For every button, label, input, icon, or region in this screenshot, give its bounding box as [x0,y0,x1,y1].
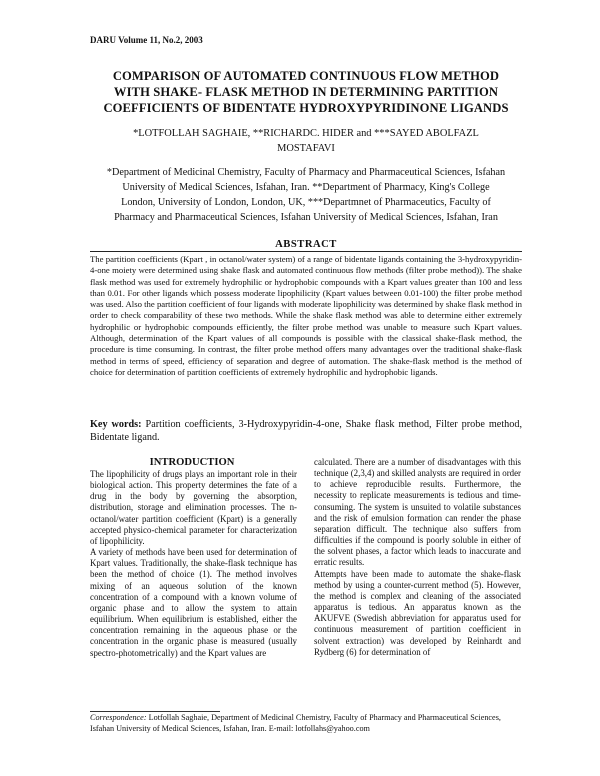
journal-header: DARU Volume 11, No.2, 2003 [90,35,203,45]
intro-paragraph: Attempts have been made to automate the shake-flask method by using a counter-current method (5). However, the method is complex and cleaning of the associated apparatus is tedious. An apparatus known as the AKUFVE (Swedish abbreviation for apparatus used for continuous measurement of partition coefficient in solvent extraction) was developed by Reinhardt and Rydberg (6) for determination of [314,568,521,657]
correspondence-footnote [90,713,522,734]
left-column [90,469,297,659]
keywords [90,419,522,444]
abstract-text: The partition coefficients (Kpart , in octanol/water system) of a range of bidentate ligands containing the 3-hydroxypyridin-4-one moiety were determined using shake flask and automated continuous flow methods (filter probe method)). The shake flask method was used for extremely hydrophilic or hydrophobic compounds with a Kpart values greater than 100 and less than 0.01. For other ligands which possess moderate lipophilicity (Kpart values between 0.01-100) the filter probe method was used. Also the partition coefficient of four ligands with moderate lipophilicity was determined by shake flask method in order to check comparability of these two methods. While the shake flask method was able to determine either extremely hydrophilic or hydrophobic compounds efficiently, the filter probe method was unable to measure such Kpart values. Although, determination of the Kpart values of all compounds is possible with the classical shake-flask method, the procedure is time consuming. In contrast, the filter probe method offers many advantages over the traditional shake-flask method in terms of speed, efficiency of separation and degree of automation. The shake-flask method is the method of choice for determination of partition coefficients of extremely hydrophilic and hydrophobic ligands. [90,254,522,377]
paper-title: COMPARISON OF AUTOMATED CONTINUOUS FLOW METHOD WITH SHAKE- FLASK METHOD IN DETERMINING PARTITION COEFFICIENTS OF BIDENTATE HYDROXYPYRIDINONE LIGANDS [103,69,509,115]
keywords-text: Partition coefficients, 3-Hydroxypyridin-4-one, Shake flask method, Filter probe method, Bidentate ligand. [90,419,522,443]
introduction-heading: INTRODUCTION [149,457,235,468]
authors: *LOTFOLLAH SAGHAIE, **RICHARDC. HIDER and ***SAYED ABOLFAZL MOSTAFAVI [133,128,479,154]
keywords-label: Key words: [90,419,142,430]
right-column [314,457,521,658]
intro-paragraph: A variety of methods have been used for determination of Kpart values. Traditionally, the shake-flask technique has been the method of choice (1). The method involves mixing of an aqueous solution of the known concentration of a compound with a known volume of organic phase and to allow the system to attain equilibrium. When equilibrium is established, either the concentration remaining in the aqueous phase or the concentration in the organic phase is measured (usually spectro-photometrically) and the Kpart values are [90,547,297,658]
intro-paragraph: calculated. There are a number of disadvantages with this technique (2,3,4) and skilled analysts are required in order to achieve reproducible results. Furthermore, the necessity to replicate measurements is tedious and time-consuming. The system is unsuited to volatile substances and the risk of emulsion formation can render the phase separation difficult. The technique also suffers from difficulties if the compound is poorly soluble in either of the solvent phases, a factor which leads to inaccurate and erratic results. [314,457,522,568]
footnote-label: Correspondence: [90,713,147,722]
abstract-heading: ABSTRACT [275,239,337,250]
affiliations: *Department of Medicinal Chemistry, Faculty of Pharmacy and Pharmaceutical Sciences, Isfahan University of Medical Sciences, Isfahan, Iran. **Department of Pharmacy, King's College London, University of London, London, UK, ***Departmnet of Pharmaceutics, Faculty of Pharmacy and Pharmaceutical Sciences, Isfahan University of Medical Sciences, Isfahan, Iran [106,167,506,223]
footnote-text: Lotfollah Saghaie, Department of Medicinal Chemistry, Faculty of Pharmacy and Pharmaceutical Sciences, Isfahan University of Medical Sciences, Isfahan, Iran. E-mail: lotfollahs@yahoo.com [90,713,501,733]
abstract-divider [90,251,522,252]
footnote-divider [90,711,220,712]
intro-paragraph: The lipophilicity of drugs plays an important role in their biological action. This property determines the fate of a drug in the body by governing the absorption, distribution, storage and elimination processes. The n-octanol/water partition coefficient (Kpart) is a generally accepted physico-chemical parameter for characterization of lipophilicity. [90,469,297,546]
